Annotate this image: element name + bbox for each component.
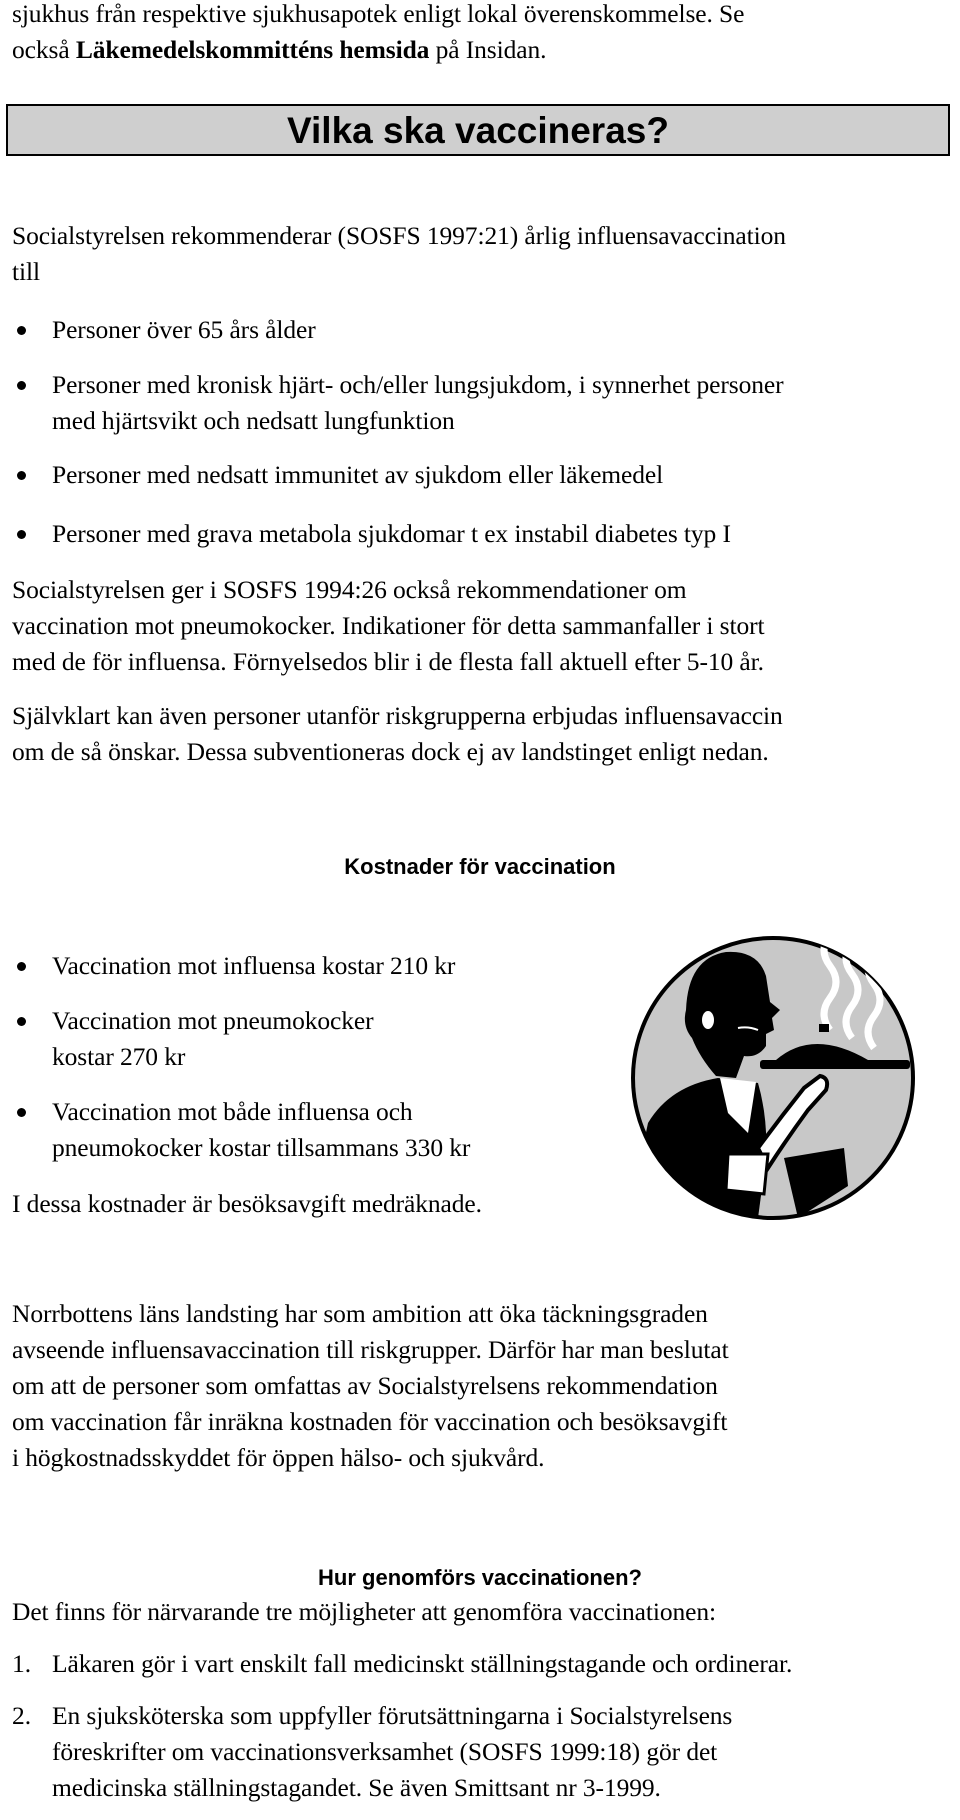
paragraph-line: Norrbottens läns landsting har som ambition att öka täckningsgraden [12,1299,708,1328]
list-item-continued: med hjärtsvikt och nedsatt lungfunktion [52,406,455,435]
paragraph-line: Självklart kan även personer utanför riskgrupperna erbjudas influensavaccin [12,701,783,730]
intro-line-2-post: på Insidan. [429,35,547,64]
paragraph-line: vaccination mot pneumokocker. Indikationer för detta sammanfaller i stort [12,611,765,640]
bullet-dot [17,381,26,390]
section-heading-how: Hur genomförs vaccinationen? [318,1565,642,1590]
list-item-continued: kostar 270 kr [52,1042,186,1071]
numbered-item-continued: föreskrifter om vaccinationsverksamhet (SOSFS 1999:18) gör det [52,1737,718,1766]
list-item: Vaccination mot pneumokocker [52,1006,374,1035]
section-heading-costs: Kostnader för vaccination [344,854,616,879]
bullet-dot [17,530,26,539]
lead-line-2: till [12,257,40,286]
section-heading-who: Vilka ska vaccineras? [287,110,669,151]
list-item: Vaccination mot influensa kostar 210 kr [52,951,456,980]
list-item: Personer med grava metabola sjukdomar t ex instabil diabetes typ I [52,519,731,548]
numbered-item-continued: medicinska ställningstagandet. Se även Smittsant nr 3-1999. [52,1773,661,1802]
bullet-dot [17,326,26,335]
list-item: Vaccination mot både influensa och [52,1097,413,1126]
intro-line-1: sjukhus från respektive sjukhusapotek enligt lokal överenskommelse. Se [12,0,745,28]
intro-line-2-pre: också [12,35,76,64]
paragraph-line: Socialstyrelsen ger i SOSFS 1994:26 också rekommendationer om [12,575,687,604]
bullet-dot [17,471,26,480]
paragraph-line: om de så önskar. Dessa subventioneras dock ej av landstinget enligt nedan. [12,737,769,766]
intro-line-2 [12,32,546,68]
bullet-dot [17,1108,26,1117]
list-item-continued: pneumokocker kostar tillsammans 330 kr [52,1133,471,1162]
numbered-item: Läkaren gör i vart enskilt fall medicinskt ställningstagande och ordinerar. [52,1649,793,1678]
paragraph-line: om vaccination får inräkna kostnaden för vaccination och besöksavgift [12,1407,728,1436]
paragraph-line: avseende influensavaccination till riskgrupper. Därför har man beslutat [12,1335,729,1364]
committee-website-link[interactable]: Läkemedelskommitténs hemsida [75,35,430,64]
list-item: Personer med kronisk hjärt- och/eller lungsjukdom, i synnerhet personer [52,370,784,399]
bullet-dot [17,1017,26,1026]
list-item: Personer över 65 års ålder [52,315,316,344]
waiter-serving-dish-illustration [608,918,938,1223]
paragraph-line: i högkostnadsskyddet för öppen hälso- och sjukvård. [12,1443,545,1472]
numbered-item: En sjuksköterska som uppfyller förutsättningarna i Socialstyrelsens [52,1701,733,1730]
paragraph-line: med de för influensa. Förnyelsedos blir i de flesta fall aktuell efter 5-10 år. [12,647,764,676]
section3-lead: Det finns för närvarande tre möjligheter att genomföra vaccinationen: [12,1597,716,1626]
lead-line-1: Socialstyrelsen rekommenderar (SOSFS 1997:21) årlig influensavaccination [12,221,786,250]
section-heading-box [6,104,950,156]
cost-note: I dessa kostnader är besöksavgift medräknade. [12,1189,482,1218]
bullet-dot [17,962,26,971]
paragraph-line: om att de personer som omfattas av Socialstyrelsens rekommendation [12,1371,718,1400]
list-item: Personer med nedsatt immunitet av sjukdom eller läkemedel [52,460,664,489]
list-number: 2. [12,1701,32,1730]
list-number: 1. [12,1649,32,1678]
